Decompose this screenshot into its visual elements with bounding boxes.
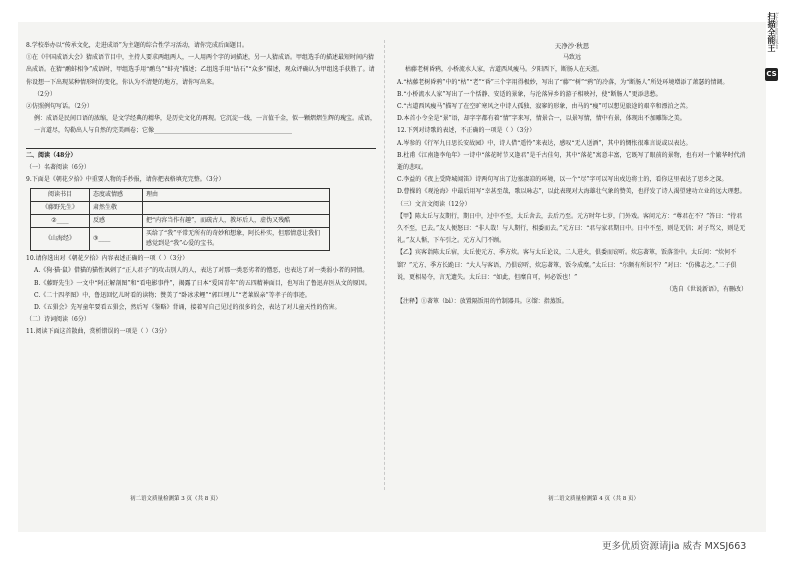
scanner-watermark bbox=[764, 12, 782, 82]
table-row bbox=[31, 202, 330, 215]
passage-yi: 【乙】宾客诣陈太丘宿，太丘使元方、季方炊。客与太丘论议，二人进火，俱委而窃听。炊忘著箪，饭落釜中。太丘问：“炊何不馏？”元方、季方长跪曰：“大人与客语，乃俱窃听，炊忘著箪，饭今成糜。”太丘曰：“尔颇有所识不？”对曰：“仿佛志之。”二子俱说，更相易夺，言无遗失。太丘曰：“如此，但糜自可，何必饭也！” bbox=[397, 249, 737, 281]
question-11-option-d: D.本首小令全是“景”语，却字字都有着“情”字来写，情景合一，以景写情，情中有景，体现出不加雕饰之美。 bbox=[397, 115, 686, 123]
question-10-option-a: A.《狗·猫·鼠》借猫的猫性讽刺了“正人君子”的攻击别人的人，表达了对那一类恶劣者的憎恶，也表达了对一类弱小者的同情。 bbox=[34, 267, 369, 275]
page-divider bbox=[384, 40, 385, 490]
question-12-option-d: D.曹操的《观沧海》中最后用写“幸甚至哉，歌以咏志”，以此表现对大海雄壮气象的赞美，也抒发了诗人渴望建功立业的远大理想。 bbox=[397, 188, 746, 196]
poem-author: 马致远 bbox=[562, 54, 581, 62]
table-cell-blank[interactable] bbox=[143, 202, 330, 215]
example-sentence: 例：成语是民间口语的浓缩，是文学经典的精华，是历史文化的再现。它沉淀一线，一言值千金，似一颗熠熠生辉的瑰宝。成语，一言道尽，勾勒出人与自然的完美画卷；它像______________________________________________ bbox=[34, 115, 377, 135]
table-header: 态度或情感 bbox=[90, 189, 143, 202]
question-8-part-1-score: （2分） bbox=[34, 90, 56, 98]
question-10-option-d: D.《五猖会》先写童年要看五猖会，然后写《鉴略》背诵，接着写自己见过的很多的会，表达了对儿童天性的伤害。 bbox=[34, 304, 341, 312]
passage-notes: 【注释】①著箪（bì）：放置隔饭用的竹制器具。②馏：指蒸饭。 bbox=[397, 298, 568, 306]
left-page bbox=[26, 40, 376, 339]
section-reading: 二、阅读（48分） bbox=[26, 151, 77, 159]
answer-line[interactable] bbox=[26, 139, 376, 149]
table-row bbox=[31, 215, 330, 228]
table-cell: 买给了“我”平常无所有的奇妙和想象，阿长朴实，但那情意让我们感觉到是“我”心爱的宝书。 bbox=[143, 228, 330, 251]
question-11: 11.阅读下面这首散曲，赏析错误的一项是（ ）（3分） bbox=[26, 328, 171, 336]
reading-table bbox=[30, 188, 330, 251]
table-cell: 把“内容当作有趣”，而疏古人，教坏后人，虚伪又残酷 bbox=[143, 215, 330, 228]
passage-jia: 【甲】陈太丘与友期行，期日中，过中不至，太丘舍去，去后乃至。元方时年七岁，门外戏。客问元方：“尊君在不？”答曰：“待君久不至，已去。”友人便怒曰：“非人哉！与人期行，相委而去。”元方曰：“君与家君期日中。日中不至，则是无信；对子骂父，则是无礼。”友人惭，下车引之。元方入门不顾。 bbox=[397, 212, 746, 245]
passage-source: （选自《世说新语》，有删改） bbox=[665, 286, 747, 294]
bottom-caption: 更多优质资源请jia 威杏 MXSJ663 bbox=[602, 541, 747, 552]
question-8-part-1 bbox=[26, 52, 376, 89]
table-cell: 《山海经》 bbox=[31, 228, 90, 251]
question-10: 10.请你选出对《朝花夕拾》内容表述正确的一项（ ）（3分） bbox=[26, 255, 189, 263]
right-page-footer: 初二语文质量检测第 4 页（共 8 页） bbox=[548, 496, 639, 502]
question-12-option-b: B.杜甫《江南逢李龟年》一诗中“落花时节又逢君”是千古佳句，其中“落花”寓意丰富，它既写了眼前的景物，也有对一个繁华时代消逝的悲叹。 bbox=[397, 151, 746, 172]
question-11-option-a: A.“枯藤老树昏鸦”中的“枯”“老”“昏”三个字用得极妙，写出了“藤”“树”“鸦”的冷落，为“断肠人”所处环境增添了萧瑟的情调。 bbox=[397, 78, 729, 86]
table-cell: 肃然生敬 bbox=[90, 202, 143, 215]
watermark-logo-subtext: 3亿人都在用的扫描App bbox=[775, 12, 779, 50]
question-8-part-1-text: ①在《中国成语大会》猜成语节目中，主持人要求两组两人，一人用两个字的词描述，另一人猜成语。甲组选手的描述最短时间内猜出成语。在猜“鹬蚌相争”成语时，甲组选手用“鹬鸟”“蚌壳”描述；乙组选手用“钻石”“众多”描述，观众评确认为甲组选手获胜了。请你设想一下出现某种情形时的变化，你认为不清楚的地方，请你写出来。 bbox=[26, 54, 375, 86]
question-11-option-c: C.“古道西风瘦马”描写了在空旷寒风之中诗人孤独、寂寥的形象，由马的“瘦”可以想见旅途的艰辛和漂泊之苦。 bbox=[397, 103, 692, 111]
table-header: 理由 bbox=[143, 189, 330, 202]
question-12: 12.下列对诗歌的表述，不正确的一项是（ ）（3分） bbox=[397, 127, 536, 135]
section-poetry-reading: （二）诗词阅读（6分） bbox=[26, 316, 90, 324]
question-10-option-c: C.《二十四孝图》中，鲁迅回忆儿时看的读物；赞美了“卧冰求鲤”“郭巨埋儿”“老莱娱亲”等孝子的事迹。 bbox=[34, 291, 311, 299]
question-12-option-a: A.岑参的《行军九日思长安故园》中，诗人借“遥怜”来表达，感叹“无人送酒”，其中的惆怅很难言说或以表达。 bbox=[397, 139, 692, 147]
table-cell: 《藤野先生》 bbox=[31, 202, 90, 215]
question-8: 8.学校举办以“传承文化，走进成语”为主题的综合性学习活动，请你完成后面题目。 bbox=[26, 42, 248, 49]
table-header-row bbox=[31, 189, 330, 202]
table-header: 阅读书目 bbox=[31, 189, 90, 202]
table-cell: 反感 bbox=[90, 215, 143, 228]
watermark-logo-mark: CS bbox=[765, 68, 778, 81]
question-10-option-b: B.《藤野先生》一文中“阿正解剖图”和“看电影事件”，揭露了日本“爱国青年”的五四精神面目，也写出了鲁迅弃医从文的原因。 bbox=[34, 279, 371, 287]
table-row bbox=[31, 228, 330, 251]
table-cell-blank[interactable]: ②____ bbox=[31, 215, 90, 228]
poem-title: 天净沙·秋思 bbox=[554, 42, 590, 50]
section-classic-reading: （一）名著阅读（6分） bbox=[26, 163, 90, 171]
question-11-option-b: B.“小桥流水人家”写出了一个恬静、安适的景象，与沦落异乡的游子相映衬，使“断肠人”更添悲愁。 bbox=[397, 90, 662, 98]
right-page bbox=[397, 40, 747, 308]
watermark-logo-text: 扫描全能王 bbox=[767, 12, 776, 52]
question-12-option-c: C.李益的《夜上受降城闻笛》诗两句写出了边塞凄凉的环境，以一个“尽”字可以写出戍边将士的，看你这里表达了思乡之深。 bbox=[397, 176, 728, 184]
table-cell-blank[interactable]: ③____ bbox=[90, 228, 143, 251]
section-classical-chinese: （三）文言文阅读（12分） bbox=[397, 200, 471, 208]
question-8-part-2: ②仿照例句写话。（2分） bbox=[26, 103, 93, 111]
question-9: 9.下面是《朝花夕拾》中重要人物的手抄报，请你把表格填充完整。（3分） bbox=[26, 176, 225, 184]
left-page-footer: 初二语文质量检测第 3 页（共 8 页） bbox=[130, 496, 221, 502]
poem-text: 枯藤老树昏鸦，小桥流水人家，古道西风瘦马。夕阳西下，断肠人在天涯。 bbox=[405, 66, 604, 74]
